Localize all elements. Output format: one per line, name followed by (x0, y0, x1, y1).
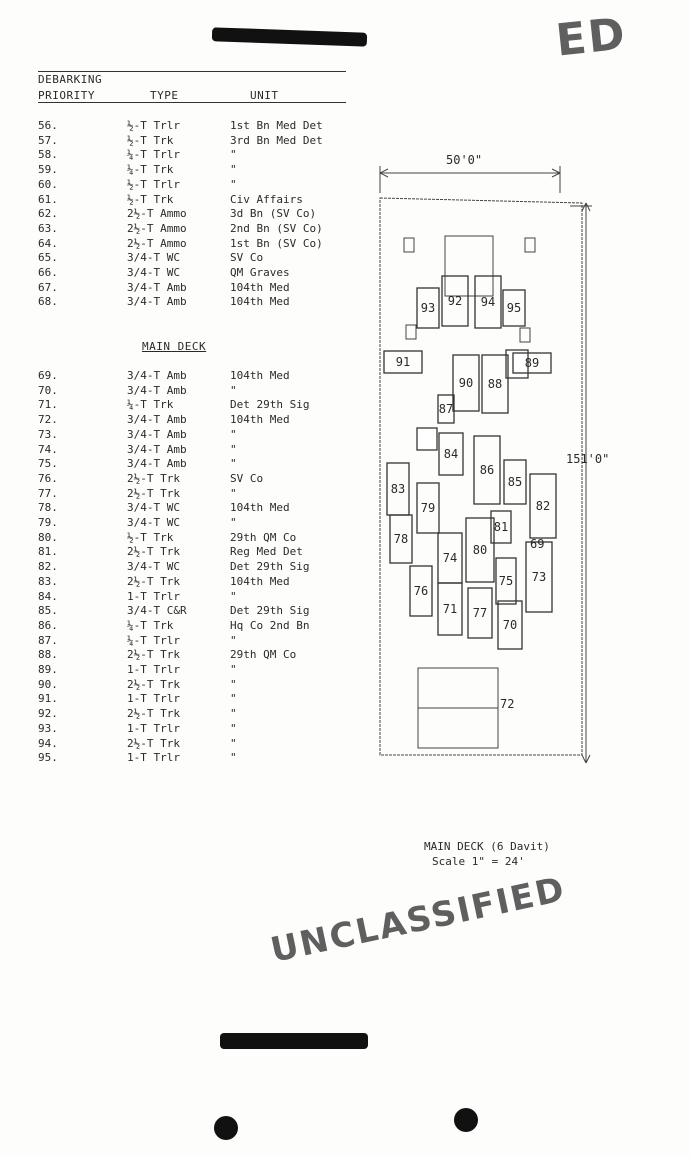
table-row (0, 545, 360, 559)
vehicle-number-label: 74 (442, 551, 458, 565)
vehicle-type-cell: 3/4-T WC (127, 266, 180, 279)
vehicle-number-label: 69 (530, 537, 545, 551)
table-row (0, 148, 360, 162)
header-type: TYPE (150, 89, 179, 102)
vehicle-type-cell: ½-T Trlr (127, 119, 180, 132)
unit-cell: " (230, 427, 237, 441)
table-row (0, 590, 360, 604)
unit-cell: SV Co (230, 251, 264, 265)
unit-cell: 29th QM Co (230, 530, 297, 544)
table-row (0, 119, 360, 133)
table-row (0, 751, 360, 765)
section-label-main-deck: MAIN DECK (142, 340, 207, 353)
unit-cell: " (230, 589, 237, 603)
priority-cell: 56. (38, 119, 58, 132)
priority-cell: 59. (38, 163, 58, 177)
table-row (0, 457, 360, 471)
vehicle-number-label: 84 (443, 447, 459, 461)
priority-cell: 72. (38, 413, 58, 427)
priority-cell: 67. (38, 280, 58, 294)
priority-cell: 89. (38, 663, 58, 676)
vehicle-number-label: 91 (395, 355, 411, 369)
table-row (0, 472, 360, 486)
vehicle-number-label: 82 (535, 499, 551, 513)
table-row (0, 575, 360, 589)
vehicle-type-cell: ½-T Trk (127, 530, 174, 544)
vehicle-type-cell: 2½-T Trk (127, 648, 180, 662)
table-row (0, 134, 360, 148)
vehicle-type-cell: 1-T Trlr (127, 751, 180, 765)
table-row (0, 193, 360, 207)
vehicle-number-label: 70 (502, 618, 518, 632)
priority-cell: 60. (38, 177, 58, 191)
priority-cell: 69. (38, 369, 58, 382)
vehicle-type-cell: 1-T Trlr (127, 721, 180, 735)
table-row (0, 648, 360, 662)
priority-cell: 62. (38, 207, 58, 221)
unit-cell: " (230, 457, 237, 471)
priority-cell: 79. (38, 516, 58, 529)
priority-cell: 73. (38, 427, 58, 441)
unit-cell: " (230, 148, 237, 162)
unit-cell: Det 29th Sig (230, 560, 310, 574)
table-row (0, 384, 360, 398)
unit-cell: 1st Bn (SV Co) (230, 236, 323, 250)
unit-cell: 104th Med (230, 501, 290, 515)
vehicle-number-label: 93 (420, 301, 436, 315)
table-row (0, 501, 360, 515)
table-row (0, 516, 360, 530)
priority-cell: 81. (38, 545, 58, 559)
priority-cell: 63. (38, 221, 58, 235)
priority-cell: 80. (38, 530, 58, 544)
unit-cell: " (230, 721, 237, 735)
vehicle-number-label: 92 (447, 294, 463, 308)
unit-cell: " (230, 633, 237, 647)
vehicle-type-cell: 1-T Trlr (127, 589, 180, 603)
table-row (0, 443, 360, 457)
vehicle-type-cell: 3/4-T Amb (127, 369, 187, 382)
priority-cell: 91. (38, 692, 58, 706)
priority-cell: 82. (38, 560, 58, 574)
vehicle-type-cell: ¼-T Trk (127, 163, 174, 177)
vehicle-type-cell: 3/4-T Amb (127, 442, 187, 456)
vehicle-type-cell: 2½-T Trk (127, 736, 180, 750)
table-row (0, 207, 360, 221)
table-row (0, 295, 360, 309)
header-priority: PRIORITY (38, 89, 95, 102)
vehicle-number-label: 79 (420, 501, 436, 515)
table-row (0, 707, 360, 721)
unit-cell: " (230, 516, 237, 529)
unit-cell: " (230, 177, 237, 191)
vehicle-type-cell: 3/4-T Amb (127, 280, 187, 294)
table-row (0, 369, 360, 383)
header-rule-top (38, 71, 346, 72)
table-row (0, 251, 360, 265)
unit-cell: " (230, 486, 237, 500)
vehicle-number-label: 72 (500, 697, 515, 711)
vehicle-number-label: 78 (393, 532, 409, 546)
table-row (0, 398, 360, 412)
vehicle-type-cell: ¼-T Trlr (127, 633, 180, 647)
unit-cell: 29th QM Co (230, 648, 297, 662)
priority-cell: 86. (38, 618, 58, 632)
vehicle-type-cell: 3/4-T C&R (127, 604, 187, 618)
unit-cell: 3d Bn (SV Co) (230, 207, 317, 221)
vehicle-number-label: 73 (531, 570, 547, 584)
table-row (0, 413, 360, 427)
unit-cell: " (230, 163, 237, 177)
unit-cell: " (230, 383, 237, 397)
vehicle-type-cell: 3/4-T WC (127, 251, 180, 265)
vehicle-type-cell: 2½-T Ammo (127, 221, 187, 235)
priority-cell: 66. (38, 266, 58, 279)
table-row (0, 237, 360, 251)
vehicle-number-label: 76 (413, 584, 429, 598)
unit-cell: QM Graves (230, 266, 290, 279)
vehicle-type-cell: 3/4-T WC (127, 516, 180, 529)
vehicle-number-label: 87 (438, 402, 454, 416)
vehicle-number-label: 88 (487, 377, 503, 391)
priority-cell: 71. (38, 398, 58, 412)
vehicle-number-label: 89 (524, 356, 540, 370)
vehicle-type-cell: 2½-T Trk (127, 471, 180, 485)
header-debarking: DEBARKING (38, 73, 103, 86)
classification-stamp-top: ED (553, 8, 630, 67)
priority-cell: 77. (38, 486, 58, 500)
vehicle-number-label: 83 (390, 482, 406, 496)
vehicle-number-label: 95 (506, 301, 522, 315)
unit-cell: 3rd Bn Med Det (230, 133, 323, 147)
deck-width-label: 50'0" (446, 153, 483, 167)
priority-cell: 65. (38, 251, 58, 265)
table-row (0, 222, 360, 236)
vehicle-type-cell: ½-T Trk (127, 133, 174, 147)
vehicle-number-label: 94 (480, 295, 496, 309)
unit-cell: " (230, 663, 237, 676)
vehicle-type-cell: 2½-T Trk (127, 574, 180, 588)
priority-cell: 93. (38, 721, 58, 735)
vehicle-type-cell: 2½-T Trk (127, 545, 180, 559)
table-row (0, 663, 360, 677)
punch-hole-left (214, 1116, 238, 1140)
vehicle-type-cell: 1-T Trlr (127, 692, 180, 706)
priority-cell: 83. (38, 574, 58, 588)
priority-cell: 75. (38, 457, 58, 471)
priority-cell: 88. (38, 648, 58, 662)
redaction-bar-bottom (220, 1033, 368, 1049)
vehicle-number-label: 90 (458, 376, 474, 390)
unit-cell: " (230, 751, 237, 765)
unit-cell: SV Co (230, 471, 264, 485)
unit-cell: " (230, 677, 237, 691)
priority-cell: 57. (38, 133, 58, 147)
table-row (0, 163, 360, 177)
table-row (0, 692, 360, 706)
table-row (0, 560, 360, 574)
priority-cell: 95. (38, 751, 58, 765)
priority-cell: 78. (38, 501, 58, 515)
vehicle-number-label: 71 (442, 602, 458, 616)
vehicle-number-label: 86 (479, 463, 495, 477)
diagram-caption-scale: Scale 1" = 24' (432, 855, 525, 868)
unit-cell: 104th Med (230, 413, 290, 427)
vehicle-type-cell: 3/4-T Amb (127, 295, 187, 309)
priority-cell: 68. (38, 295, 58, 309)
vehicle-type-cell: ½-T Trk (127, 192, 174, 206)
deck-length-label: 151'0" (566, 452, 610, 466)
priority-cell: 74. (38, 442, 58, 456)
diagram-caption-title: MAIN DECK (6 Davit) (424, 840, 550, 853)
unit-cell: " (230, 692, 237, 706)
unit-cell: Reg Med Det (230, 545, 303, 559)
table-row (0, 531, 360, 545)
vehicle-type-cell: ¼-T Trlr (127, 148, 180, 162)
table-row (0, 737, 360, 751)
vehicle-type-cell: 1-T Trlr (127, 663, 180, 676)
vehicle-type-cell: 3/4-T Amb (127, 383, 187, 397)
vehicle-type-cell: 2½-T Ammo (127, 207, 187, 221)
table-row (0, 722, 360, 736)
table-row (0, 678, 360, 692)
vehicle-number-label: 81 (493, 520, 509, 534)
vehicle-type-cell: ¼-T Trk (127, 618, 174, 632)
vehicle-type-cell: ¼-T Trk (127, 398, 174, 412)
vehicle-number-label: 75 (498, 574, 514, 588)
unit-cell: " (230, 736, 237, 750)
header-rule-bottom (38, 102, 346, 103)
vehicle-type-cell: 3/4-T Amb (127, 413, 187, 427)
unit-cell: 104th Med (230, 574, 290, 588)
vehicle-type-cell: ½-T Trlr (127, 177, 180, 191)
vehicle-type-cell: 2½-T Trk (127, 707, 180, 721)
vehicle-type-cell: 3/4-T WC (127, 560, 180, 574)
table-row (0, 487, 360, 501)
table-row (0, 428, 360, 442)
unit-cell: 104th Med (230, 280, 290, 294)
vehicle-type-cell: 2½-T Trk (127, 486, 180, 500)
priority-cell: 76. (38, 471, 58, 485)
priority-cell: 58. (38, 148, 58, 162)
deck-diagram (370, 148, 670, 778)
priority-cell: 87. (38, 633, 58, 647)
unit-cell: 104th Med (230, 295, 290, 309)
vehicle-type-cell: 3/4-T WC (127, 501, 180, 515)
table-row (0, 178, 360, 192)
table-row (0, 266, 360, 280)
table-row (0, 619, 360, 633)
table-row (0, 604, 360, 618)
punch-hole-right (454, 1108, 478, 1132)
vehicle-number-label: 85 (507, 475, 523, 489)
header-unit: UNIT (250, 89, 279, 102)
priority-cell: 70. (38, 383, 58, 397)
priority-cell: 61. (38, 192, 58, 206)
priority-cell: 64. (38, 236, 58, 250)
unclassified-stamp: UNCLASSIFIED (267, 869, 570, 971)
redaction-bar-top (212, 27, 367, 46)
unit-cell: " (230, 707, 237, 721)
unit-cell: 104th Med (230, 369, 290, 382)
vehicle-type-cell: 2½-T Ammo (127, 236, 187, 250)
unit-cell: Det 29th Sig (230, 398, 310, 412)
priority-cell: 85. (38, 604, 58, 618)
vehicle-type-cell: 2½-T Trk (127, 677, 180, 691)
unit-cell: 1st Bn Med Det (230, 119, 323, 132)
priority-cell: 94. (38, 736, 58, 750)
unit-cell: Hq Co 2nd Bn (230, 618, 310, 632)
vehicle-number-label: 80 (472, 543, 488, 557)
vehicle-type-cell: 3/4-T Amb (127, 427, 187, 441)
priority-cell: 90. (38, 677, 58, 691)
unit-cell: Civ Affairs (230, 192, 303, 206)
vehicle-number-label: 77 (472, 606, 488, 620)
priority-cell: 84. (38, 589, 58, 603)
unit-cell: " (230, 442, 237, 456)
unit-cell: Det 29th Sig (230, 604, 310, 618)
table-row (0, 281, 360, 295)
unit-cell: 2nd Bn (SV Co) (230, 221, 323, 235)
vehicle-type-cell: 3/4-T Amb (127, 457, 187, 471)
table-row (0, 634, 360, 648)
priority-cell: 92. (38, 707, 58, 721)
